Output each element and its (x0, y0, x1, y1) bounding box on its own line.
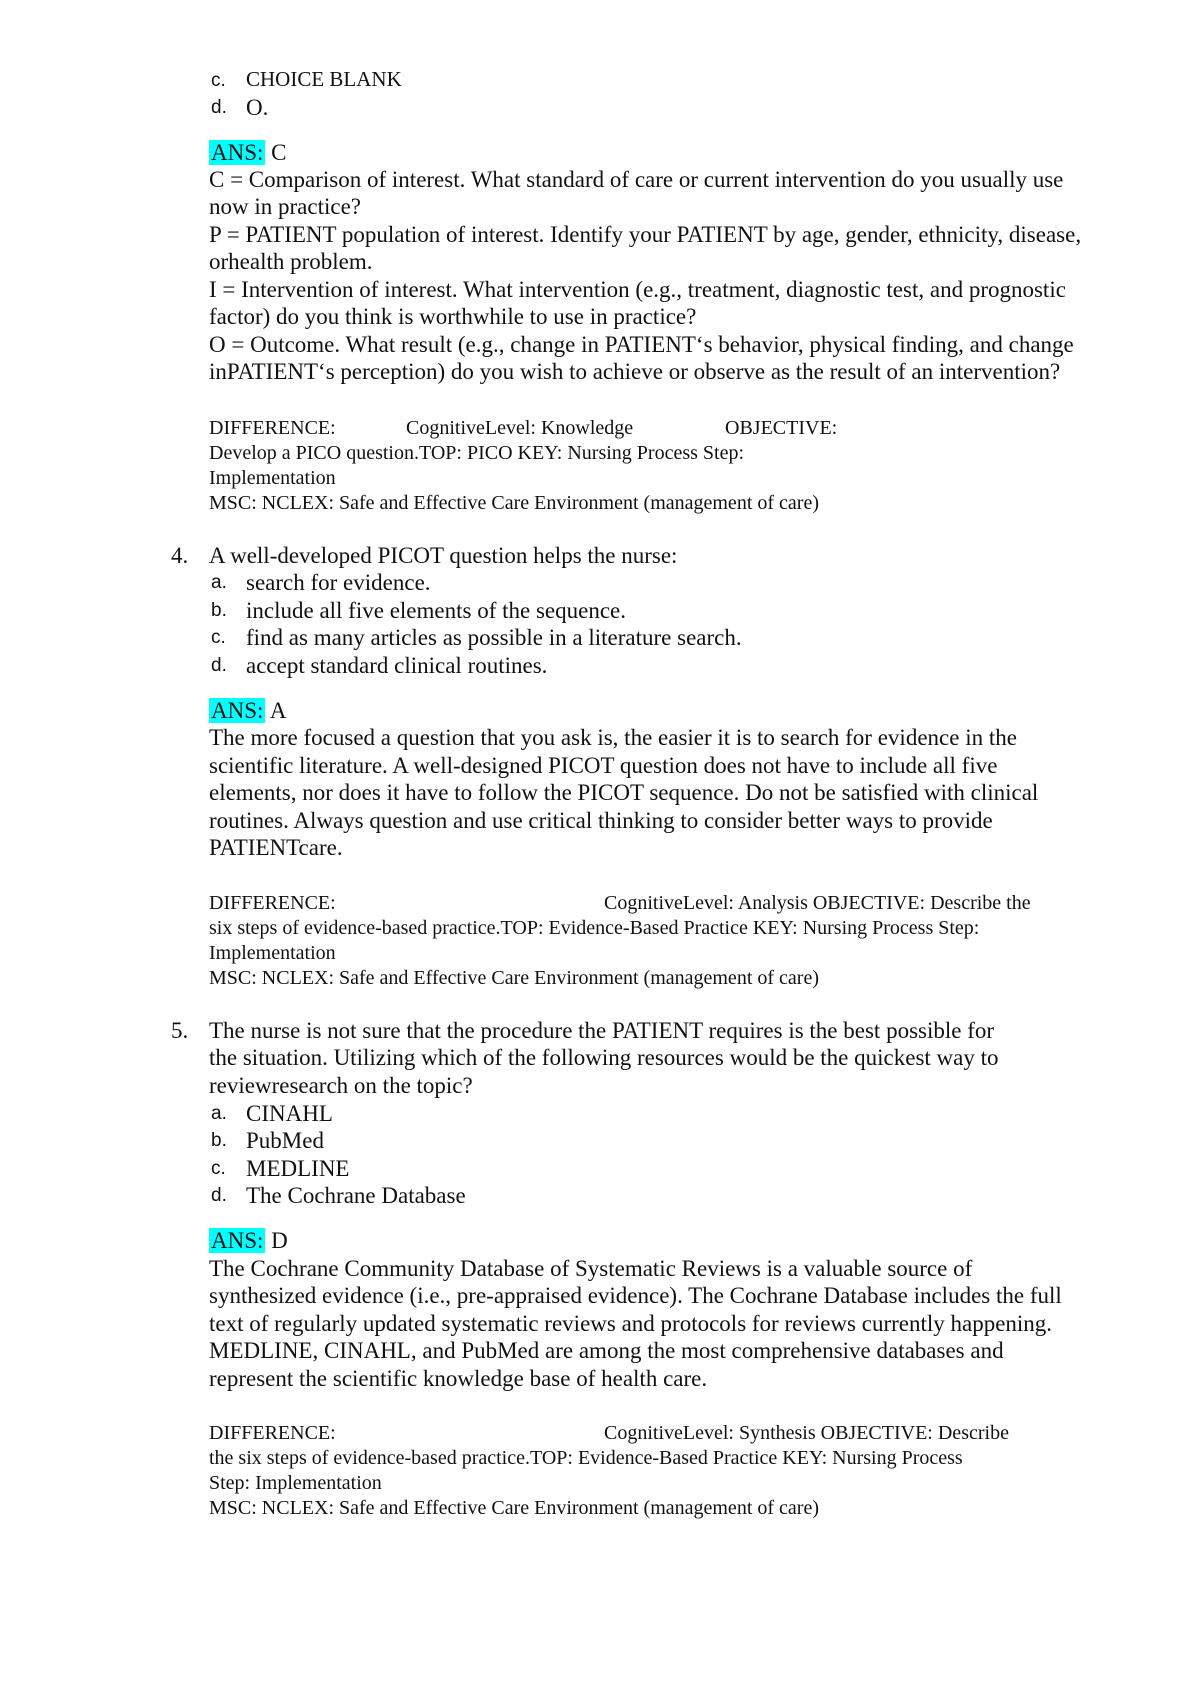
meta-line: Step: Implementation (209, 1472, 382, 1494)
option-letter: d. (211, 655, 227, 676)
rationale-line: P = PATIENT population of interest. Identify your PATIENT by age, gender, ethnicity, disease, (209, 222, 1082, 247)
option-letter: b. (211, 600, 227, 621)
option-letter: c. (211, 70, 226, 91)
answer-label: ANS: (211, 698, 264, 723)
question-stem: the situation. Utilizing which of the following resources would be the quickest way to (209, 1045, 999, 1070)
answer-label: ANS: (211, 140, 264, 165)
meta-line: MSC: NCLEX: Safe and Effective Care Environment (management of care) (209, 967, 819, 989)
meta-difference: DIFFERENCE: (209, 892, 336, 914)
option-text: PubMed (246, 1128, 324, 1153)
rationale-line: C = Comparison of interest. What standard of care or current intervention do you usually use (209, 167, 1064, 192)
meta-line: Implementation (209, 467, 336, 489)
meta-cognitive-objective: CognitiveLevel: Analysis OBJECTIVE: Describe the (604, 892, 1031, 914)
rationale-line: PATIENTcare. (209, 835, 343, 860)
option-text: find as many articles as possible in a literature search. (246, 625, 742, 650)
option-letter: a. (211, 572, 227, 593)
rationale-line: represent the scientific knowledge base of health care. (209, 1366, 708, 1391)
rationale-line: scientific literature. A well-designed PICOT question does not have to include all five (209, 753, 998, 778)
rationale-line: The more focused a question that you ask is, the easier it is to search for evidence in the (209, 725, 1017, 750)
rationale-line: orhealth problem. (209, 249, 373, 274)
option-letter: c. (211, 627, 226, 648)
option-letter: d. (211, 1185, 227, 1206)
answer-value: C (271, 140, 287, 165)
rationale-line: routines. Always question and use critical thinking to consider better ways to provide (209, 808, 993, 833)
answer-line (209, 1227, 288, 1254)
meta-line: MSC: NCLEX: Safe and Effective Care Environment (management of care) (209, 1497, 819, 1519)
answer-value: D (271, 1228, 288, 1253)
meta-cognitive-level: CognitiveLevel: Knowledge (406, 417, 634, 439)
meta-line: Implementation (209, 942, 336, 964)
rationale-line: I = Intervention of interest. What intervention (e.g., treatment, diagnostic test, and prognostic (209, 277, 1066, 302)
rationale-line: O = Outcome. What result (e.g., change in PATIENT‘s behavior, physical finding, and change (209, 332, 1074, 357)
question-number: 5. (171, 1018, 189, 1043)
option-letter: d. (211, 97, 227, 118)
question-stem: reviewresearch on the topic? (209, 1073, 473, 1098)
rationale-line: synthesized evidence (i.e., pre-appraised evidence). The Cochrane Database includes the full (209, 1283, 1062, 1308)
option-text: The Cochrane Database (246, 1183, 466, 1208)
rationale-line: inPATIENT‘s perception) do you wish to achieve or observe as the result of an intervention? (209, 359, 1061, 384)
option-letter: b. (211, 1130, 227, 1151)
meta-cognitive-objective: CognitiveLevel: Synthesis OBJECTIVE: Describe (604, 1422, 1009, 1444)
option-text: accept standard clinical routines. (246, 653, 548, 678)
meta-difference: DIFFERENCE: (209, 1422, 336, 1444)
meta-line: the six steps of evidence-based practice.TOP: Evidence-Based Practice KEY: Nursing Process (209, 1447, 963, 1469)
rationale-line: MEDLINE, CINAHL, and PubMed are among the most comprehensive databases and (209, 1338, 1004, 1363)
question-number: 4. (171, 543, 189, 568)
question-stem: The nurse is not sure that the procedure the PATIENT requires is the best possible for (209, 1018, 995, 1043)
answer-value: A (269, 698, 287, 723)
option-text: CHOICE BLANK (246, 67, 402, 91)
rationale-line: The Cochrane Community Database of Systematic Reviews is a valuable source of (209, 1256, 973, 1281)
answer-line (209, 139, 287, 166)
option-text: O. (246, 95, 269, 120)
meta-line: MSC: NCLEX: Safe and Effective Care Environment (management of care) (209, 492, 819, 514)
option-letter: a. (211, 1103, 227, 1124)
option-text: MEDLINE (246, 1156, 350, 1181)
meta-line: six steps of evidence-based practice.TOP: Evidence-Based Practice KEY: Nursing Process Step: (209, 917, 980, 939)
question-stem: A well-developed PICOT question helps the nurse: (209, 543, 678, 568)
rationale-line: now in practice? (209, 194, 361, 219)
rationale-line: factor) do you think is worthwhile to use in practice? (209, 304, 697, 329)
meta-difference: DIFFERENCE: (209, 417, 336, 439)
rationale-line: text of regularly updated systematic reviews and protocols for reviews currently happening. (209, 1311, 1053, 1336)
option-text: search for evidence. (246, 570, 431, 595)
option-text: include all five elements of the sequence. (246, 598, 626, 623)
answer-line (209, 697, 287, 724)
option-text: CINAHL (246, 1101, 333, 1126)
answer-label: ANS: (211, 1228, 264, 1253)
rationale-line: elements, nor does it have to follow the PICOT sequence. Do not be satisfied with clinical (209, 780, 1039, 805)
option-letter: c. (211, 1158, 226, 1179)
meta-line: Develop a PICO question.TOP: PICO KEY: Nursing Process Step: (209, 442, 744, 464)
meta-objective: OBJECTIVE: (725, 417, 838, 439)
